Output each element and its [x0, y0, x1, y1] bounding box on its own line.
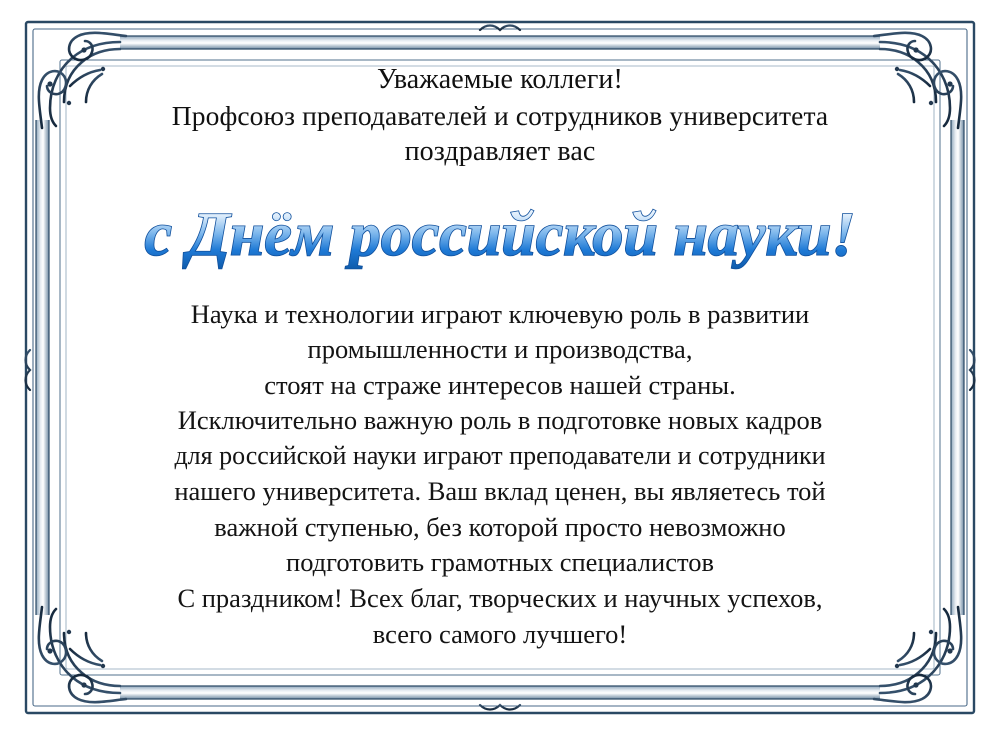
body-line-2: промышленности и производства,	[307, 334, 693, 365]
body-line-5: для российской науки играют преподаватели и сотрудники	[174, 441, 826, 471]
body-line-3: стоят на страже интересов нашей страны.	[264, 369, 736, 400]
intro-line-2: Профсоюз преподавателей и сотрудников университета	[171, 100, 829, 132]
body-line-6: нашего университета. Ваш вклад ценен, вы являетесь той	[174, 476, 826, 507]
headline-title	[90, 197, 910, 275]
body-block	[90, 297, 910, 653]
body-line-10: всего самого лучшего!	[372, 618, 628, 649]
card-content	[90, 62, 910, 672]
intro-line-1: Уважаемые коллеги!	[377, 64, 623, 95]
body-line-4: Исключительно важную роль в подготовке новых кадров	[177, 405, 823, 436]
body-line-1: Наука и технологии играют ключевую роль в развитии	[190, 298, 810, 329]
title-wordart	[120, 197, 880, 275]
body-line-7: важной ступенью, без которой просто невозможно	[214, 511, 786, 542]
title-text: с Днём российской науки!	[144, 200, 856, 269]
intro-block	[90, 62, 910, 171]
body-line-8: подготовить грамотных специалистов	[286, 547, 714, 578]
intro-line-3: поздравляет вас	[404, 136, 596, 168]
body-line-9: С праздником! Всех благ, творческих и научных успехов,	[177, 582, 823, 613]
